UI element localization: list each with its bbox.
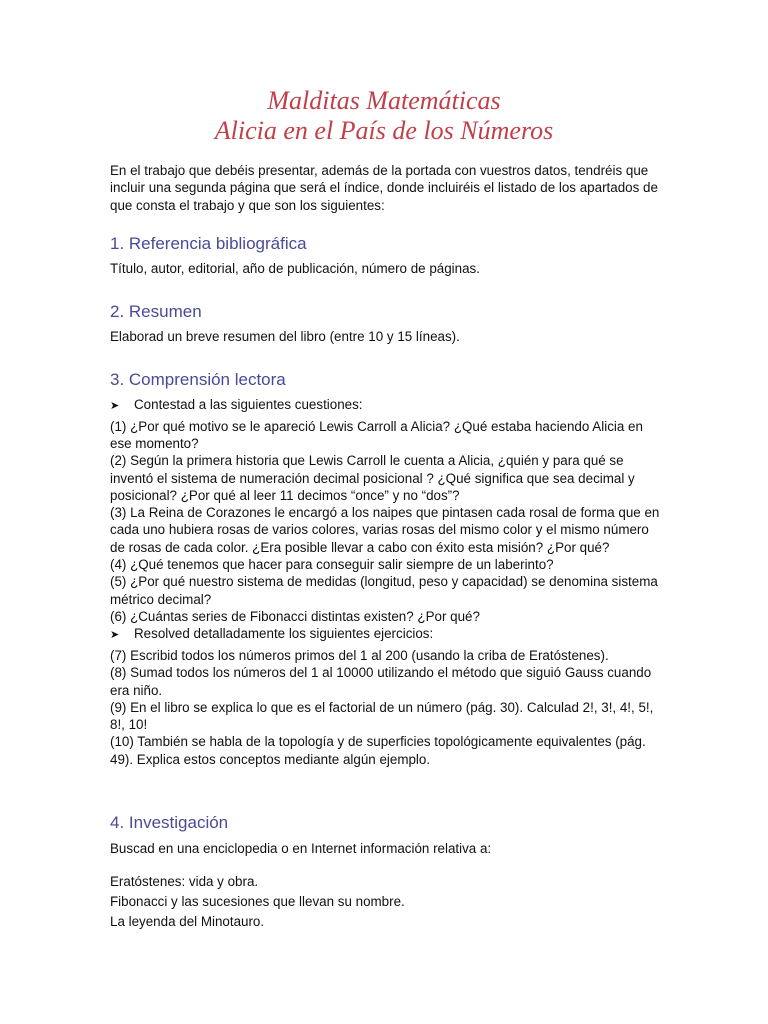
exercise-item: (9) En el libro se explica lo que es el factorial de un número (pág. 30). Calculad 2!, 3!, 4!, 5!, 8!, 10! [110, 699, 654, 733]
exercise-item: (7) Escribid todos los números primos del 1 al 200 (usando la criba de Eratóstenes). [110, 647, 609, 663]
section-heading-investigacion: 4. Investigación [110, 813, 229, 832]
bullet-text: Contestad a las siguientes cuestiones: [134, 397, 363, 412]
section-text-resumen [110, 328, 665, 345]
section-text-referencia [110, 260, 665, 277]
title-line-2: Alicia en el País de los Números [214, 116, 554, 145]
section-heading-comprension: 3. Comprensión lectora [110, 370, 286, 389]
question-item: (1) ¿Por qué motivo se le apareció Lewis Carroll a Alicia? ¿Qué estaba haciendo Alicia en ese momento? [110, 418, 643, 451]
question-item: (3) La Reina de Corazones le encargó a los naipes que pintasen cada rosal de forma que en cada uno hubiera rosas de varios colores, varias rosas del mismo color y el mismo número de rosas de cada color. ¿Era posible llevar a cabo con éxito esta misión? ¿Por qué? [110, 505, 660, 555]
section-heading-referencia: 1. Referencia bibliográfica [110, 234, 307, 253]
section-text: Título, autor, editorial, año de publicación, número de páginas. [110, 261, 480, 276]
arrow-bullet-icon: ➤ [110, 400, 120, 412]
intro-paragraph [110, 162, 665, 214]
section-text: Buscad en una enciclopedia o en Internet información relativa a: [110, 841, 492, 856]
section-content-comprension [110, 396, 665, 768]
section-text: Elaborad un breve resumen del libro (entre 10 y 15 líneas). [110, 329, 460, 344]
exercise-item: (10) También se habla de la topología y de superficies topológicamente equivalentes (pág. 49). Explica estos conceptos mediante algún ejemplo. [110, 734, 646, 767]
intro-text: En el trabajo que debéis presentar, además de la portada con vuestros datos, tendréis que incluir una segunda página que será el índice, donde incluiréis el listado de los apartados de que consta el trabajo y que son los siguientes: [110, 163, 658, 213]
question-item: (4) ¿Qué tenemos que hacer para conseguir salir siempre de un laberinto? [110, 557, 554, 573]
exercise-item: (8) Sumad todos los números del 1 al 10000 utilizando el método que siguió Gauss cuando era niño. [110, 665, 652, 698]
bullet-item [110, 625, 665, 644]
section-heading-resumen: 2. Resumen [110, 302, 202, 321]
list-item: La leyenda del Minotauro. [110, 914, 265, 930]
question-item: (2) Según la primera historia que Lewis Carroll le cuenta a Alicia, ¿quién y para qué se inventó el sistema de numeración decimal posicional ? ¿Qué significa que sea decimal y posicional? ¿Por qué al leer 11 decimos “once” y no “dos”? [110, 453, 635, 503]
question-item: (5) ¿Por qué nuestro sistema de medidas (longitud, peso y capacidad) se denomina sistema métrico decimal? [110, 574, 658, 607]
arrow-bullet-icon: ➤ [110, 629, 120, 642]
title-line-1: Malditas Matemáticas [267, 86, 501, 115]
question-item: (6) ¿Cuántas series de Fibonacci distintas existen? ¿Por qué? [110, 608, 480, 624]
list-item: Eratóstenes: vida y obra. [110, 874, 259, 890]
bullet-item [110, 396, 665, 415]
section-content-investigacion [110, 840, 665, 930]
bullet-text: Resolved detalladamente los siguientes ejercicios: [134, 626, 434, 642]
list-item: Fibonacci y las sucesiones que llevan su nombre. [110, 894, 405, 910]
